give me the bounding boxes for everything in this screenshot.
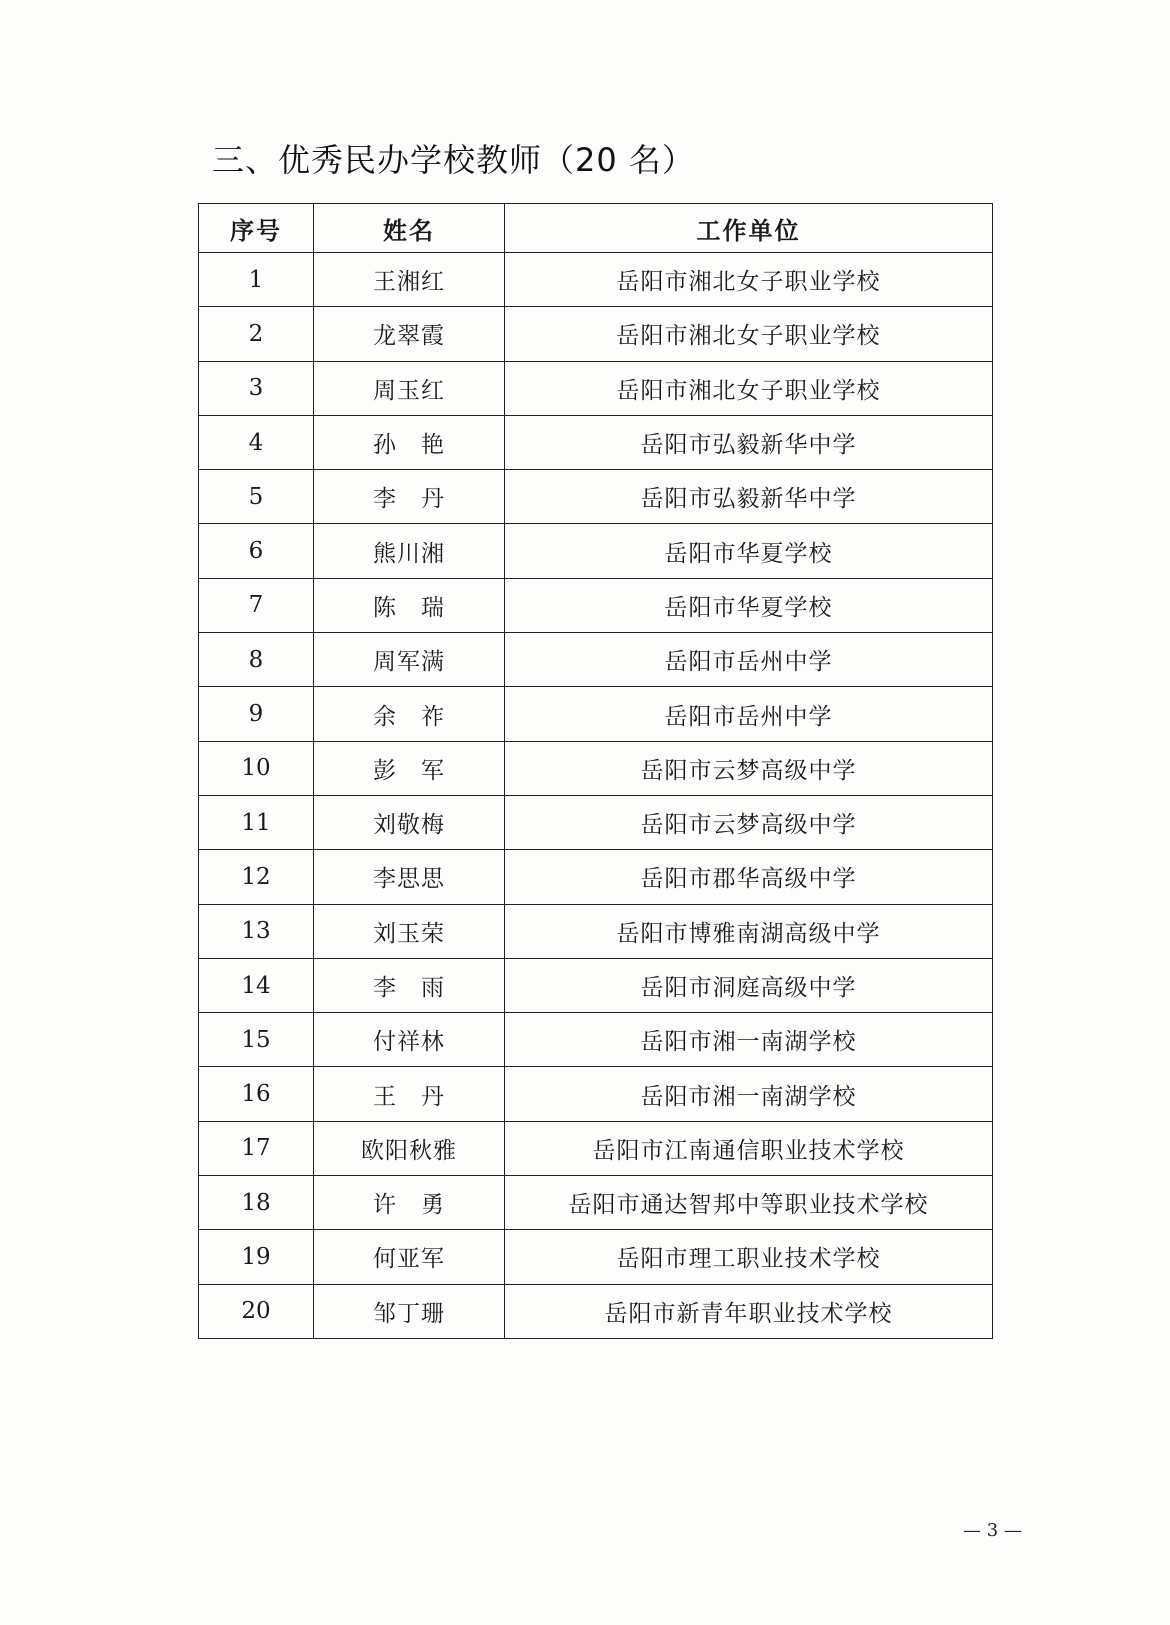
table-row	[199, 1067, 993, 1121]
cell-name: 陈 瑞	[314, 578, 505, 632]
cell-name: 彭 军	[314, 741, 505, 795]
cell-serial-number: 16	[199, 1067, 314, 1121]
table-row	[199, 361, 993, 415]
table-row	[199, 1121, 993, 1175]
header-name: 姓名	[314, 204, 505, 253]
table-row	[199, 850, 993, 904]
cell-work-unit: 岳阳市湘一南湖学校	[505, 1067, 993, 1121]
page-number: — 3 —	[963, 1520, 1022, 1541]
cell-work-unit: 岳阳市华夏学校	[505, 524, 993, 578]
cell-work-unit: 岳阳市江南通信职业技术学校	[505, 1121, 993, 1175]
cell-work-unit: 岳阳市岳州中学	[505, 633, 993, 687]
cell-work-unit: 岳阳市新青年职业技术学校	[505, 1284, 993, 1338]
cell-work-unit: 岳阳市湘一南湖学校	[505, 1013, 993, 1067]
table-row	[199, 307, 993, 361]
cell-serial-number: 10	[199, 741, 314, 795]
header-serial-number: 序号	[199, 204, 314, 253]
cell-work-unit: 岳阳市弘毅新华中学	[505, 470, 993, 524]
cell-serial-number: 12	[199, 850, 314, 904]
table-row	[199, 958, 993, 1012]
cell-work-unit: 岳阳市湘北女子职业学校	[505, 253, 993, 307]
cell-work-unit: 岳阳市湘北女子职业学校	[505, 361, 993, 415]
cell-serial-number: 9	[199, 687, 314, 741]
cell-serial-number: 7	[199, 578, 314, 632]
cell-work-unit: 岳阳市云梦高级中学	[505, 795, 993, 849]
cell-work-unit: 岳阳市郡华高级中学	[505, 850, 993, 904]
cell-serial-number: 15	[199, 1013, 314, 1067]
cell-serial-number: 11	[199, 795, 314, 849]
cell-name: 龙翠霞	[314, 307, 505, 361]
cell-name: 邹丁珊	[314, 1284, 505, 1338]
cell-serial-number: 3	[199, 361, 314, 415]
cell-work-unit: 岳阳市理工职业技术学校	[505, 1230, 993, 1284]
table-row	[199, 415, 993, 469]
cell-name: 李 丹	[314, 470, 505, 524]
cell-name: 孙 艳	[314, 415, 505, 469]
cell-serial-number: 17	[199, 1121, 314, 1175]
cell-serial-number: 19	[199, 1230, 314, 1284]
table-row	[199, 1013, 993, 1067]
table-row	[199, 253, 993, 307]
table-row	[199, 470, 993, 524]
cell-work-unit: 岳阳市博雅南湖高级中学	[505, 904, 993, 958]
cell-work-unit: 岳阳市弘毅新华中学	[505, 415, 993, 469]
cell-name: 何亚军	[314, 1230, 505, 1284]
table-row	[199, 904, 993, 958]
header-work-unit: 工作单位	[505, 204, 993, 253]
cell-work-unit: 岳阳市云梦高级中学	[505, 741, 993, 795]
cell-name: 刘敬梅	[314, 795, 505, 849]
cell-name: 付祥林	[314, 1013, 505, 1067]
cell-serial-number: 14	[199, 958, 314, 1012]
cell-name: 王湘红	[314, 253, 505, 307]
cell-work-unit: 岳阳市洞庭高级中学	[505, 958, 993, 1012]
table-row	[199, 578, 993, 632]
cell-name: 李思思	[314, 850, 505, 904]
cell-name: 余 祚	[314, 687, 505, 741]
cell-name: 欧阳秋雅	[314, 1121, 505, 1175]
cell-name: 王 丹	[314, 1067, 505, 1121]
table-row	[199, 741, 993, 795]
cell-serial-number: 5	[199, 470, 314, 524]
cell-serial-number: 2	[199, 307, 314, 361]
cell-serial-number: 4	[199, 415, 314, 469]
cell-name: 李 雨	[314, 958, 505, 1012]
cell-name: 周玉红	[314, 361, 505, 415]
cell-name: 许 勇	[314, 1176, 505, 1230]
cell-serial-number: 13	[199, 904, 314, 958]
table-row	[199, 1230, 993, 1284]
cell-name: 刘玉荣	[314, 904, 505, 958]
teacher-table	[198, 203, 993, 1339]
table-row	[199, 1284, 993, 1338]
cell-serial-number: 6	[199, 524, 314, 578]
table-header-row	[199, 204, 993, 253]
cell-name: 熊川湘	[314, 524, 505, 578]
section-title: 三、优秀民办学校教师（20 名）	[212, 141, 695, 179]
cell-work-unit: 岳阳市湘北女子职业学校	[505, 307, 993, 361]
cell-work-unit: 岳阳市华夏学校	[505, 578, 993, 632]
cell-serial-number: 18	[199, 1176, 314, 1230]
table-row	[199, 795, 993, 849]
table-row	[199, 524, 993, 578]
table-row	[199, 687, 993, 741]
table-row	[199, 633, 993, 687]
cell-name: 周军满	[314, 633, 505, 687]
cell-work-unit: 岳阳市通达智邦中等职业技术学校	[505, 1176, 993, 1230]
cell-serial-number: 8	[199, 633, 314, 687]
cell-serial-number: 20	[199, 1284, 314, 1338]
cell-serial-number: 1	[199, 253, 314, 307]
table-row	[199, 1176, 993, 1230]
table-body	[199, 253, 993, 1339]
cell-work-unit: 岳阳市岳州中学	[505, 687, 993, 741]
